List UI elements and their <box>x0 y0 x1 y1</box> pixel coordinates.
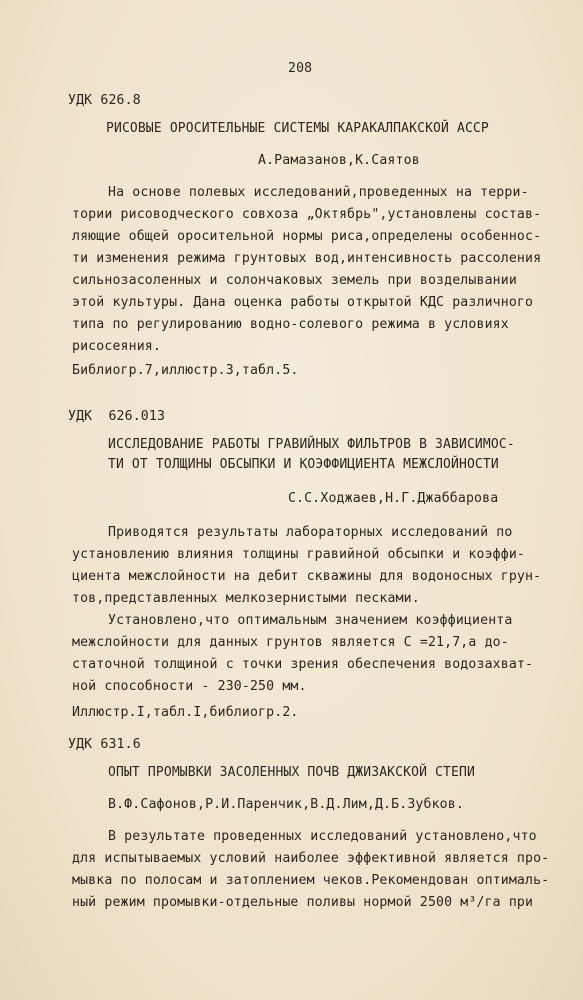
abstract-line: тов,представленных мелкозернистыми песками. <box>72 591 420 606</box>
bibliography-note: Библиогр.7,иллюстр.3,табл.5. <box>72 363 299 378</box>
abstract-line: Установлено,что оптимальным значением коэффициента <box>108 613 513 628</box>
abstract-line: мывка по полосам и затоплением чеков.Рекомендован оптималь- <box>72 873 550 888</box>
udk-code: УДК 626.013 <box>68 409 166 424</box>
article-title: ИССЛЕДОВАНИЕ РАБОТЫ ГРАВИЙНЫХ ФИЛЬТРОВ В ЗАВИСИМОС- <box>108 437 515 452</box>
abstract-line: ный режим промывки-отдельные поливы нормой 2500 м³/га при <box>72 895 534 910</box>
bibliography-note: Иллюстр.I,табл.I,библиогр.2. <box>72 705 299 720</box>
abstract-line: межслойности для данных грунтов является С =21,7,а до- <box>72 635 509 650</box>
abstract-line: установлению влияния толщины гравийной обсыпки и коэффи- <box>72 547 526 562</box>
abstract-line: ти изменения режима грунтовых вод,интенсивность рассоления <box>72 251 542 266</box>
abstract-line: рисосеяния. <box>72 339 161 354</box>
abstract-line: ной способности - 230-250 мм. <box>72 679 307 694</box>
article-authors: А.Рамазанов,К.Саятов <box>258 153 420 168</box>
udk-code: УДК 626.8 <box>68 93 141 108</box>
abstract-line: В результате проведенных исследований установлено,что <box>108 829 537 844</box>
abstract-line: Приводятся результаты лабораторных исследований по <box>108 525 513 540</box>
udk-code: УДК 631.6 <box>68 737 141 752</box>
article-authors: С.С.Ходжаев,Н.Г.Джаббарова <box>288 491 499 506</box>
article-authors: В.Ф.Сафонов,Р.И.Паренчик,В.Д.Лим,Д.Б.Зубков. <box>108 797 464 812</box>
page-number: 208 <box>288 61 313 76</box>
article-title: ОПЫТ ПРОМЫВКИ ЗАСОЛЕННЫХ ПОЧВ ДЖИЗАКСКОЙ СТЕПИ <box>108 765 475 780</box>
abstract-line: На основе полевых исследований,проведенных на терри- <box>108 185 529 200</box>
abstract-line: сильнозасоленных и солончаковых земель при возделывании <box>72 273 517 288</box>
abstract-line: ляющие общей оросительной нормы риса,определены особеннос- <box>72 229 542 244</box>
abstract-line: тории рисоводческого совхоза „Октябрь",установлены состав- <box>72 207 542 222</box>
abstract-line: для испытываемых условий наиболее эффективной является про- <box>72 851 550 866</box>
abstract-line: типа по регулированию водно-солевого режима в условиях <box>72 317 509 332</box>
article-title: ТИ ОТ ТОЛЩИНЫ ОБСЫПКИ И КОЭФФИЦИЕНТА МЕЖСЛОЙНОСТИ <box>108 457 499 472</box>
abstract-line: статочной толщиной с точки зрения обеспечения водозахват- <box>72 657 534 672</box>
abstract-line: циента межслойности на дебит скважины для водоносных грун- <box>72 569 542 584</box>
article-title: РИСОВЫЕ ОРОСИТЕЛЬНЫЕ СИСТЕМЫ КАРАКАЛПАКСКОЙ АССР <box>106 121 489 136</box>
abstract-line: этой культуры. Дана оценка работы открытой КДС различного <box>72 295 534 310</box>
